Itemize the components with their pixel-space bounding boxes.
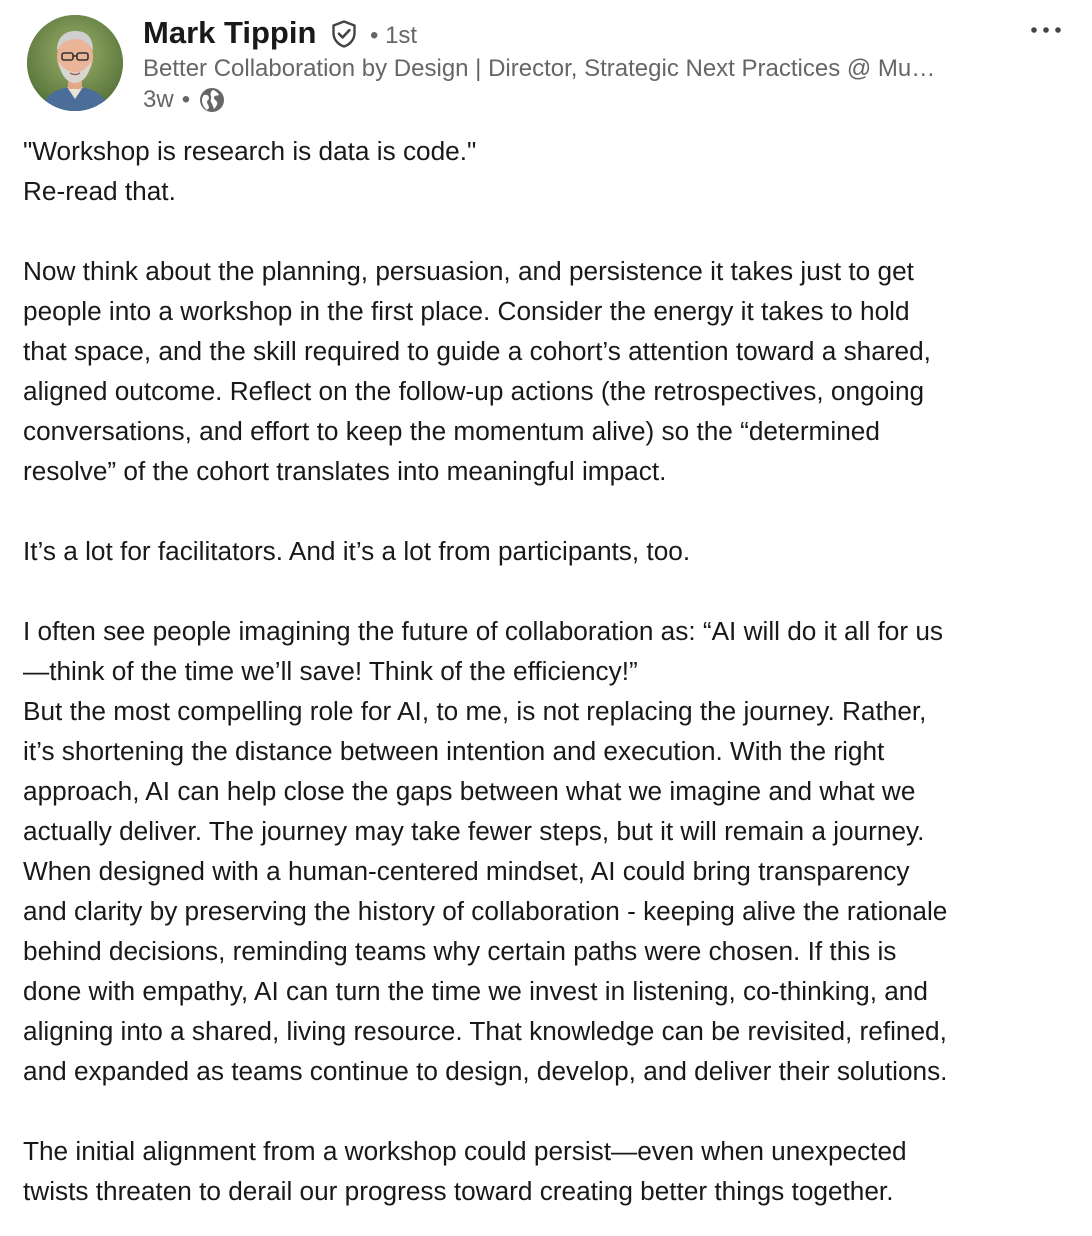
post-line: —think of the time we’ll save! Think of the efficiency!” [23,656,638,686]
paragraph-gap [23,571,1085,611]
post-line: twists threaten to derail our progress toward creating better things together. [23,1176,894,1206]
more-horizontal-icon [1029,25,1063,35]
paragraph-gap [23,211,1085,251]
post-line: The initial alignment from a workshop could persist—even when unexpected [23,1136,907,1166]
post-line: "Workshop is research is data is code." [23,136,477,166]
post-line: and expanded as teams continue to design, develop, and deliver their solutions. [23,1056,948,1086]
more-options-button[interactable] [1022,12,1070,48]
post-line: actually deliver. The journey may take fewer steps, but it will remain a journey. [23,816,925,846]
verified-shield-icon [329,19,359,49]
post-line: aligned outcome. Reflect on the follow-up actions (the retrospectives, ongoing [23,376,925,406]
post-line: When designed with a human-centered mindset, AI could bring transparency [23,856,910,886]
connection-degree: • 1st [370,22,418,49]
post-line: that space, and the skill required to guide a cohort’s attention toward a shared, [23,336,931,366]
post-line: Now think about the planning, persuasion, and persistence it takes just to get [23,256,914,286]
post-line: it’s shortening the distance between intention and execution. With the right [23,736,885,766]
post-time: 3w [143,86,174,113]
post-line: done with empathy, AI can turn the time we invest in listening, co-thinking, and [23,976,928,1006]
globe-icon [198,86,226,114]
post-line: conversations, and effort to keep the momentum alive) so the “determined [23,416,880,446]
avatar-photo [27,15,123,111]
post-line: resolve” of the cohort translates into meaningful impact. [23,456,667,486]
post-line: people into a workshop in the first place. Consider the energy it takes to hold [23,296,910,326]
author-headline: Better Collaboration by Design | Director, Strategic Next Practices @ Mu… [143,55,936,82]
post-meta [143,84,226,116]
post-body [23,131,1085,1211]
author-avatar[interactable] [27,15,123,111]
author-name[interactable]: Mark Tippin [143,15,317,50]
post-line: I often see people imagining the future of collaboration as: “AI will do it all for us [23,616,943,646]
post-line: Re-read that. [23,176,176,206]
post-line: behind decisions, reminding teams why certain paths were chosen. If this is [23,936,897,966]
post-line: But the most compelling role for AI, to me, is not replacing the journey. Rather, [23,696,927,726]
post-line: It’s a lot for facilitators. And it’s a lot from participants, too. [23,536,691,566]
post-line: aligning into a shared, living resource. That knowledge can be revisited, refined, [23,1016,947,1046]
post-line: approach, AI can help close the gaps between what we imagine and what we [23,776,916,806]
paragraph-gap [23,491,1085,531]
paragraph-gap [23,1091,1085,1131]
post-line: and clarity by preserving the history of collaboration - keeping alive the rationale [23,896,948,926]
meta-separator: • [181,86,191,113]
